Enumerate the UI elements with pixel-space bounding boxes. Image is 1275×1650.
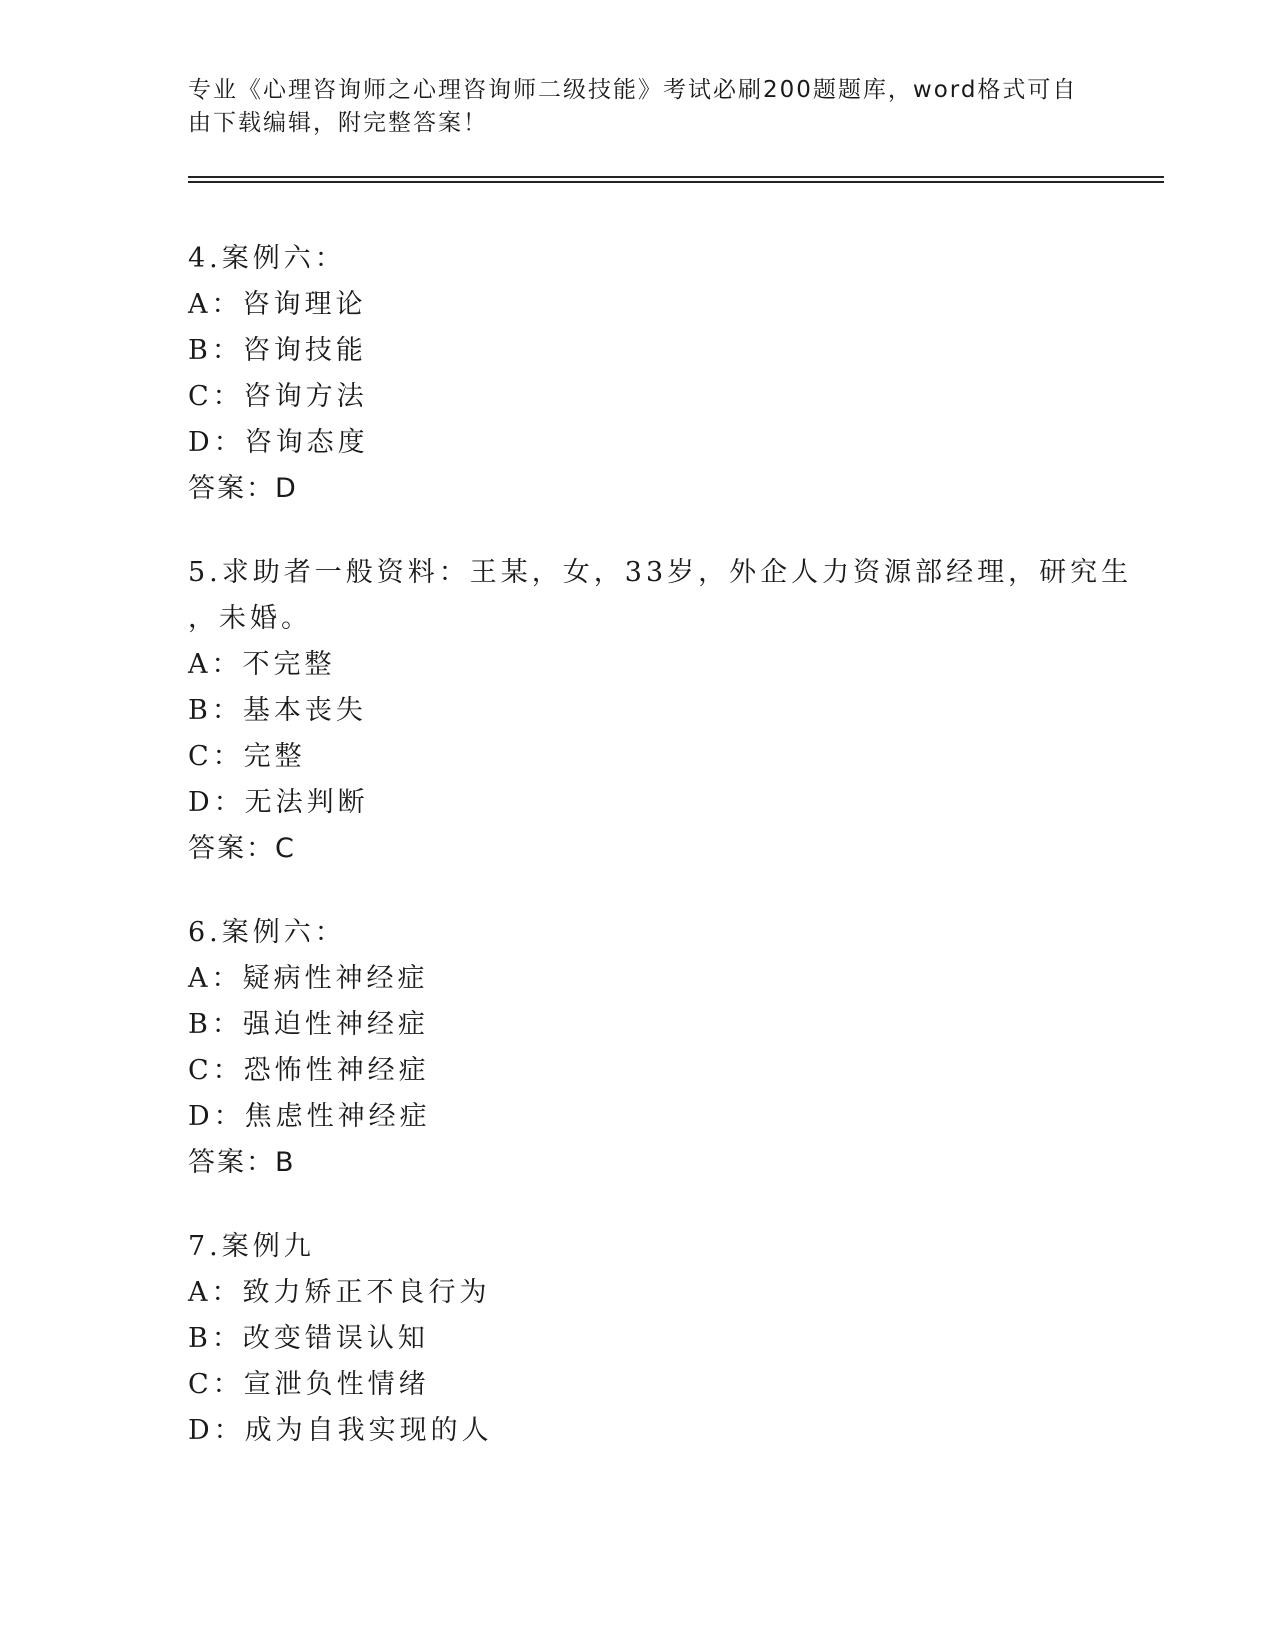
option-b: B：咨询技能 xyxy=(188,335,367,366)
question-5 xyxy=(188,550,1133,872)
answer-line: 答案：B xyxy=(188,1147,296,1178)
option-c: C：恐怖性神经症 xyxy=(188,1055,430,1086)
question-stem: 4.案例六： xyxy=(188,243,346,274)
header-divider-bottom xyxy=(188,181,1164,183)
option-c: C：宣泄负性情绪 xyxy=(188,1369,430,1400)
option-d: D：无法判断 xyxy=(188,787,369,818)
question-6 xyxy=(188,910,1088,1186)
option-a: A：咨询理论 xyxy=(188,289,367,320)
option-c: C：完整 xyxy=(188,741,306,772)
answer-line: 答案：D xyxy=(188,473,298,504)
option-b: B：强迫性神经症 xyxy=(188,1009,429,1040)
question-stem: 5.求助者一般资料：王某，女，33岁，外企人力资源部经理，研究生 xyxy=(188,557,1133,588)
option-b: B：改变错误认知 xyxy=(188,1323,429,1354)
option-a: A：不完整 xyxy=(188,649,336,680)
option-a: A：疑病性神经症 xyxy=(188,963,429,994)
header-line-2: 由下载编辑，附完整答案！ xyxy=(188,110,488,136)
option-a: A：致力矫正不良行为 xyxy=(188,1277,491,1308)
option-d: D：咨询态度 xyxy=(188,427,369,458)
option-d: D：焦虑性神经症 xyxy=(188,1101,431,1132)
option-d: D：成为自我实现的人 xyxy=(188,1415,493,1446)
document-header xyxy=(188,74,1088,140)
header-line-1: 专业《心理咨询师之心理咨询师二级技能》考试必刷200题题库，word格式可自 xyxy=(188,77,1078,103)
question-stem: 7.案例九 xyxy=(188,1231,315,1262)
question-stem: 6.案例六： xyxy=(188,917,346,948)
question-stem-continued: ，未婚。 xyxy=(188,603,312,634)
answer-line: 答案：C xyxy=(188,833,296,864)
question-list xyxy=(188,236,1133,1492)
question-7 xyxy=(188,1224,1088,1454)
option-c: C：咨询方法 xyxy=(188,381,368,412)
question-4 xyxy=(188,236,1088,512)
option-b: B：基本丧失 xyxy=(188,695,367,726)
header-divider-top xyxy=(188,176,1164,178)
